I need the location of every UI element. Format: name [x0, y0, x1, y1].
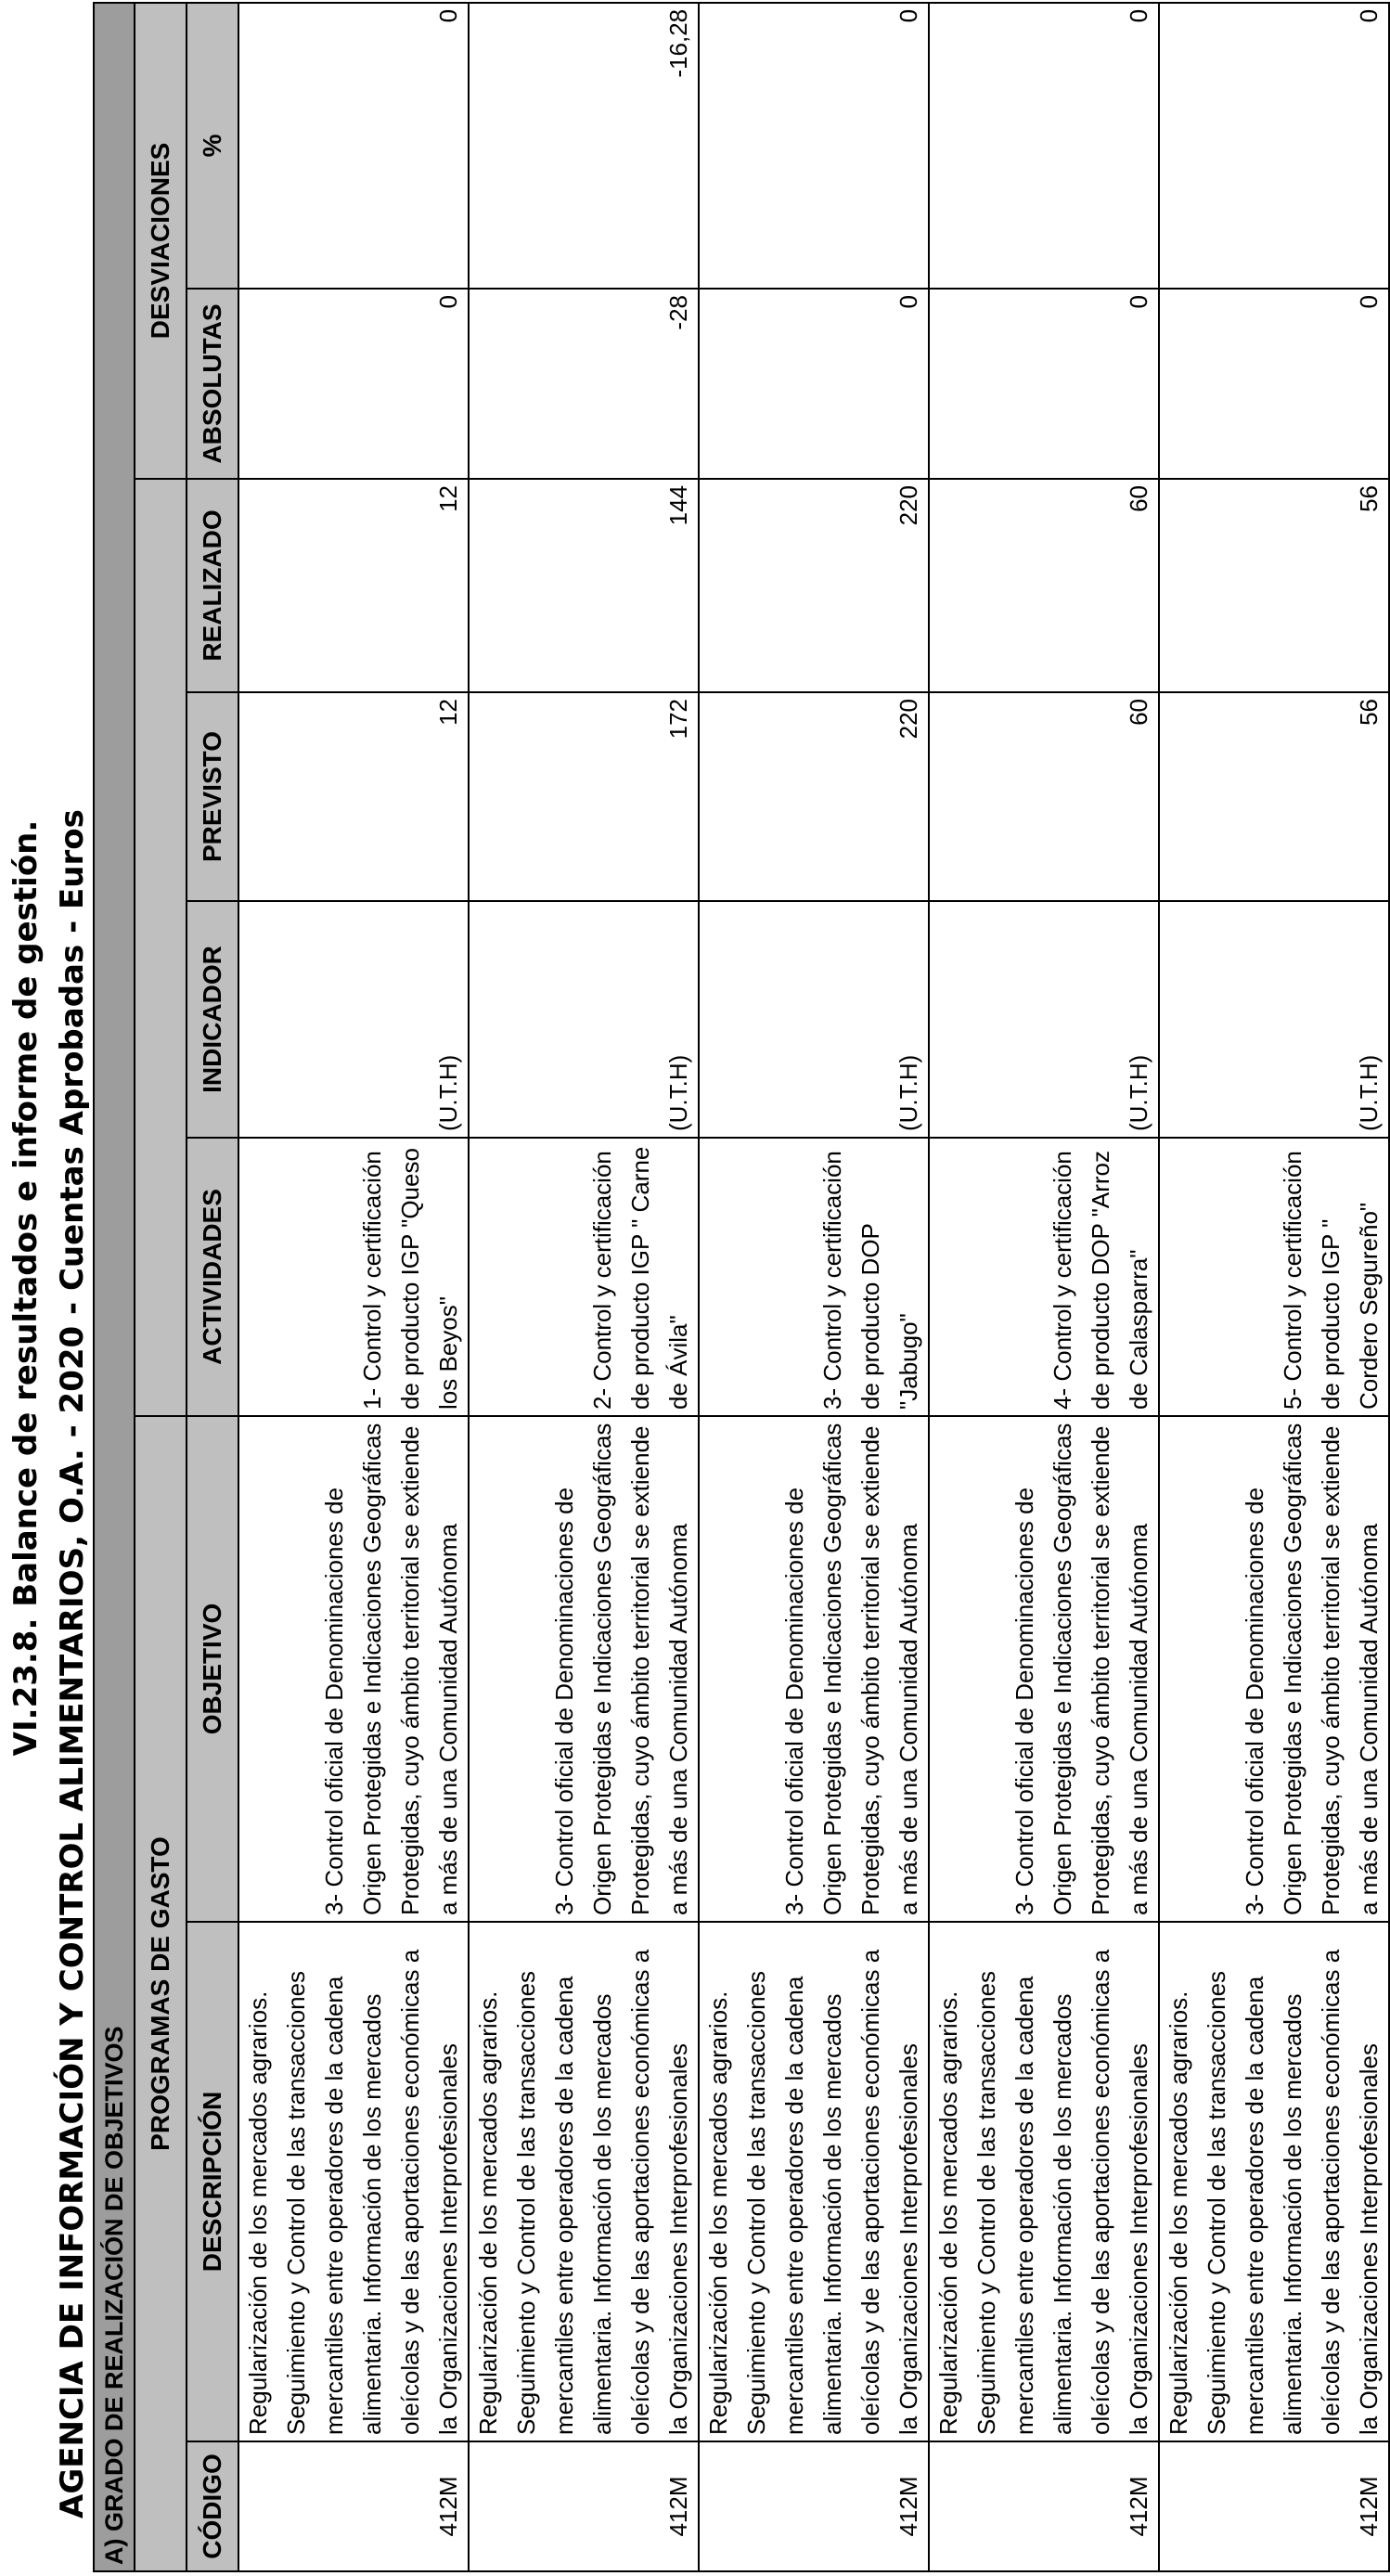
objectives-table — [93, 2, 1390, 2572]
table-row — [1159, 3, 1389, 2571]
cell-realizado: 220 — [699, 479, 929, 692]
cell-indicador: (U.T.H) — [929, 901, 1159, 1138]
cell-actividades: 2- Control y certificación de producto IGP " Carne de Ávila" — [469, 1138, 699, 1416]
cell-absolutas: -28 — [469, 289, 699, 479]
cell-actividades: 1- Control y certificación de producto IGP "Queso los Beyos" — [238, 1138, 469, 1416]
cell-realizado: 56 — [1159, 479, 1389, 692]
cell-absolutas: 0 — [929, 289, 1159, 479]
cell-porcentaje: 0 — [238, 3, 469, 289]
cell-indicador: (U.T.H) — [238, 901, 469, 1138]
cell-objetivo: 3- Control oficial de Denominaciones de Origen Protegidas e Indicaciones Geográficas Protegidas, cuyo ámbito territorial se extiende a más de una Comunidad Autónoma — [1159, 1416, 1389, 1922]
header-porcentaje: % — [187, 3, 238, 289]
table-row — [469, 3, 699, 2571]
group-desviaciones: DESVIACIONES — [135, 3, 187, 479]
cell-codigo: 412M — [1159, 2441, 1389, 2571]
group-empty — [135, 479, 187, 1416]
cell-realizado: 144 — [469, 479, 699, 692]
cell-absolutas: 0 — [699, 289, 929, 479]
cell-previsto: 172 — [469, 692, 699, 901]
cell-porcentaje: 0 — [929, 3, 1159, 289]
cell-previsto: 56 — [1159, 692, 1389, 901]
cell-porcentaje: -16,28 — [469, 3, 699, 289]
header-realizado: REALIZADO — [187, 479, 238, 692]
cell-indicador: (U.T.H) — [1159, 901, 1389, 1138]
cell-indicador: (U.T.H) — [469, 901, 699, 1138]
cell-objetivo: 3- Control oficial de Denominaciones de Origen Protegidas e Indicaciones Geográficas Protegidas, cuyo ámbito territorial se extiende a más de una Comunidad Autónoma — [469, 1416, 699, 1922]
group-header-row — [135, 3, 187, 2571]
cell-descripcion: Regularización de los mercados agrarios. Seguimiento y Control de las transacciones mercantiles entre operadores de la cadena alimentaria. Información de los mercados oleícolas y de las aportaciones económicas a la Organizaciones Interprofesionales — [469, 1922, 699, 2441]
cell-previsto: 60 — [929, 692, 1159, 901]
cell-descripcion: Regularización de los mercados agrarios. Seguimiento y Control de las transacciones mercantiles entre operadores de la cadena alimentaria. Información de los mercados oleícolas y de las aportaciones económicas a la Organizaciones Interprofesionales — [1159, 1922, 1389, 2441]
table-row — [699, 3, 929, 2571]
group-programas: PROGRAMAS DE GASTO — [135, 1416, 187, 2571]
header-actividades: ACTIVIDADES — [187, 1138, 238, 1416]
cell-porcentaje: 0 — [1159, 3, 1389, 289]
cell-codigo: 412M — [469, 2441, 699, 2571]
cell-objetivo: 3- Control oficial de Denominaciones de Origen Protegidas e Indicaciones Geográficas Protegidas, cuyo ámbito territorial se extiende a más de una Comunidad Autónoma — [238, 1416, 469, 1922]
cell-descripcion: Regularización de los mercados agrarios. Seguimiento y Control de las transacciones mercantiles entre operadores de la cadena alimentaria. Información de los mercados oleícolas y de las aportaciones económicas a la Organizaciones Interprofesionales — [238, 1922, 469, 2441]
page-subtitle: AGENCIA DE INFORMACIÓN Y CONTROL ALIMENTARIOS, O.A. - 2020 - Cuentas Aprobadas - Euros — [54, 809, 91, 2518]
cell-actividades: 5- Control y certificación de producto IGP " Cordero Segureño" — [1159, 1138, 1389, 1416]
cell-previsto: 220 — [699, 692, 929, 901]
cell-indicador: (U.T.H) — [699, 901, 929, 1138]
cell-objetivo: 3- Control oficial de Denominaciones de Origen Protegidas e Indicaciones Geográficas Protegidas, cuyo ámbito territorial se extiende a más de una Comunidad Autónoma — [699, 1416, 929, 1922]
cell-actividades: 4- Control y certificación de producto DOP "Arroz de Calasparra" — [929, 1138, 1159, 1416]
cell-realizado: 60 — [929, 479, 1159, 692]
cell-realizado: 12 — [238, 479, 469, 692]
cell-porcentaje: 0 — [699, 3, 929, 289]
cell-descripcion: Regularización de los mercados agrarios. Seguimiento y Control de las transacciones mercantiles entre operadores de la cadena alimentaria. Información de los mercados oleícolas y de las aportaciones económicas a la Organizaciones Interprofesionales — [929, 1922, 1159, 2441]
section-row — [94, 3, 135, 2571]
cell-absolutas: 0 — [1159, 289, 1389, 479]
header-previsto: PREVISTO — [187, 692, 238, 901]
header-objetivo: OBJETIVO — [187, 1416, 238, 1922]
cell-actividades: 3- Control y certificación de producto DOP "Jabugo" — [699, 1138, 929, 1416]
cell-objetivo: 3- Control oficial de Denominaciones de Origen Protegidas e Indicaciones Geográficas Protegidas, cuyo ámbito territorial se extiende a más de una Comunidad Autónoma — [929, 1416, 1159, 1922]
table-row — [238, 3, 469, 2571]
cell-descripcion: Regularización de los mercados agrarios. Seguimiento y Control de las transacciones mercantiles entre operadores de la cadena alimentaria. Información de los mercados oleícolas y de las aportaciones económicas a la Organizaciones Interprofesionales — [699, 1922, 929, 2441]
header-codigo: CÓDIGO — [187, 2441, 238, 2571]
cell-absolutas: 0 — [238, 289, 469, 479]
title-block — [0, 0, 93, 2576]
cell-codigo: 412M — [699, 2441, 929, 2571]
cell-codigo: 412M — [238, 2441, 469, 2571]
header-indicador: INDICADOR — [187, 901, 238, 1138]
page-title: VI.23.8. Balance de resultados e informe de gestión. — [7, 819, 45, 1757]
column-header-row — [187, 3, 238, 2571]
header-descripcion: DESCRIPCIÓN — [187, 1922, 238, 2441]
header-absolutas: ABSOLUTAS — [187, 289, 238, 479]
table-row — [929, 3, 1159, 2571]
section-title: A) GRADO DE REALIZACIÓN DE OBJETIVOS — [94, 3, 135, 2571]
cell-codigo: 412M — [929, 2441, 1159, 2571]
cell-previsto: 12 — [238, 692, 469, 901]
